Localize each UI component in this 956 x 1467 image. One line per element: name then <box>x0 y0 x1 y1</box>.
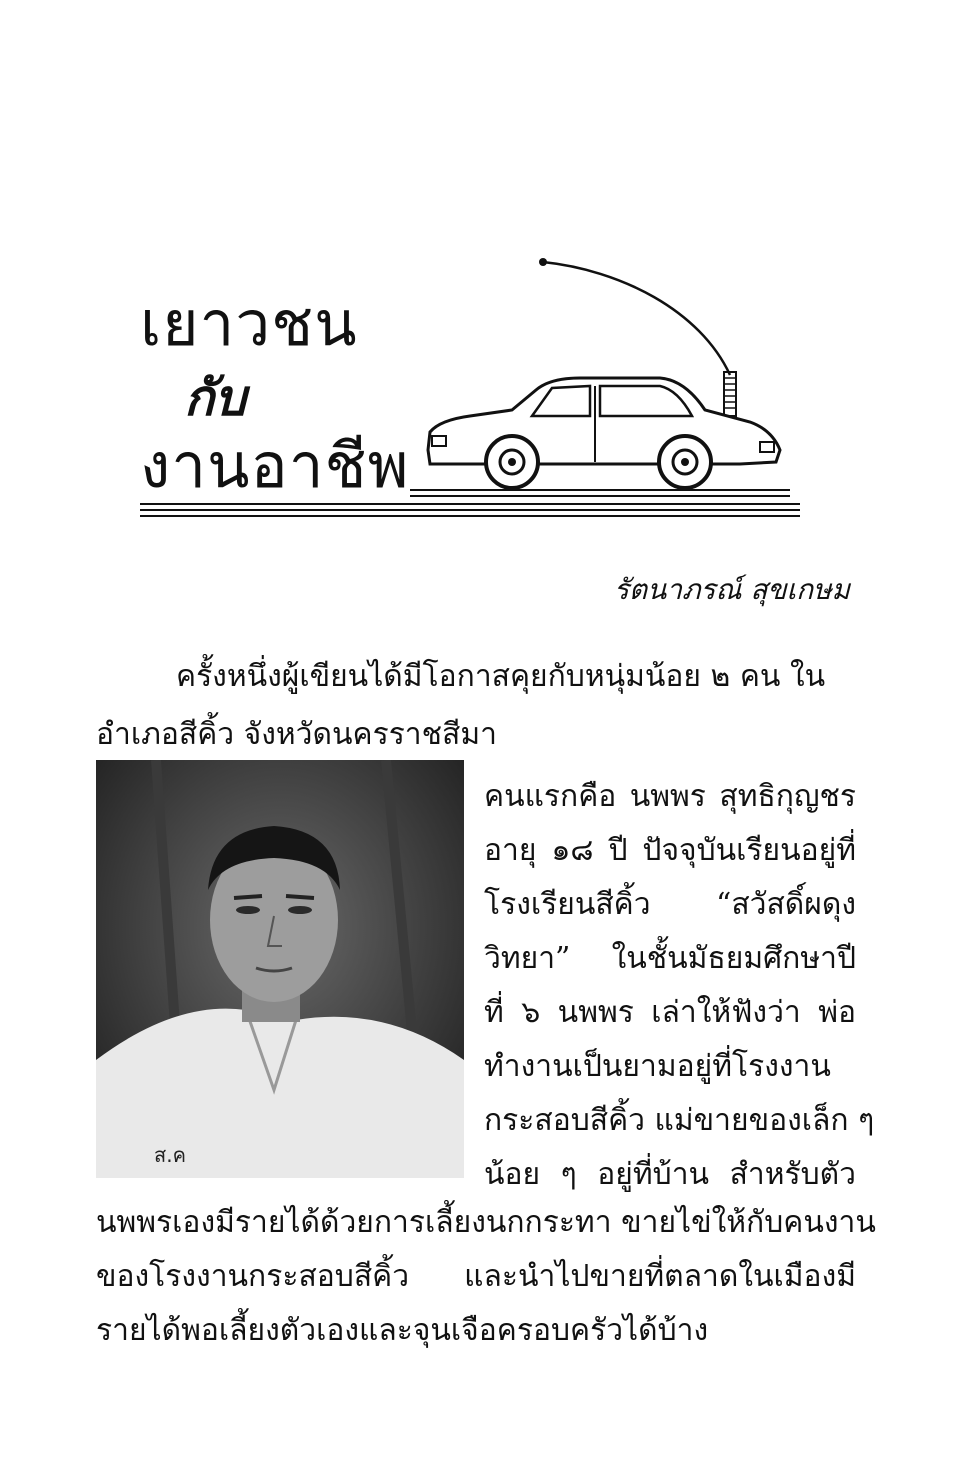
shirt-mark: ส.ค <box>154 1143 186 1167</box>
side-line: โรงเรียนสีคิ้ว “สวัสดิ์ผดุง <box>484 887 856 922</box>
intro-line-1: ครั้งหนึ่งผู้เขียนได้มีโอกาสคุยกับหนุ่มน้อย ๒ คน ใน <box>176 659 826 694</box>
side-line: ทำงานเป็นยามอยู่ที่โรงงาน <box>484 1049 831 1084</box>
side-line: ที่ ๖ นพพร เล่าให้ฟังว่า พ่อ <box>484 995 856 1030</box>
side-line: กระสอบสีคิ้ว แม่ขายของเล็ก ๆ <box>484 1103 875 1138</box>
antenna-wire <box>543 262 730 375</box>
side-line: คนแรกคือ นพพร สุทธิกุญชร <box>484 779 856 814</box>
title-line-3: งานอาชีพ <box>140 429 410 502</box>
side-paragraph <box>484 770 875 1202</box>
shirt <box>96 1009 464 1178</box>
portrait-photo <box>96 760 464 1178</box>
author-name: รัตนาภรณ์ สุขเกษม <box>613 573 850 606</box>
continued-paragraph <box>96 1196 876 1358</box>
intro-line-2: อำเภอสีคิ้ว จังหวัดนครราชสีมา <box>96 717 497 752</box>
side-line: วิทยา” ในชั้นมัธยมศึกษาปี <box>484 941 856 976</box>
side-line: น้อย ๆ อยู่ที่บ้าน สำหรับตัว <box>484 1157 856 1192</box>
body-line: รายได้พอเลี้ยงตัวเองและจุนเจือครอบครัวได้บ้าง <box>96 1313 709 1348</box>
body-line: ของโรงงานกระสอบสีคิ้ว และนำไปขายที่ตลาดในเมืองมี <box>96 1259 856 1294</box>
article-title <box>140 285 440 505</box>
title-line-2: กับ <box>184 369 247 427</box>
title-line-1: เยาวชน <box>140 287 358 360</box>
side-line: อายุ ๑๘ ปี ปัจจุบันเรียนอยู่ที่ <box>484 833 856 868</box>
body-line: นพพรเองมีรายได้ด้วยการเลี้ยงนกกระทา ขายไข่ให้กับคนงาน <box>96 1205 876 1240</box>
